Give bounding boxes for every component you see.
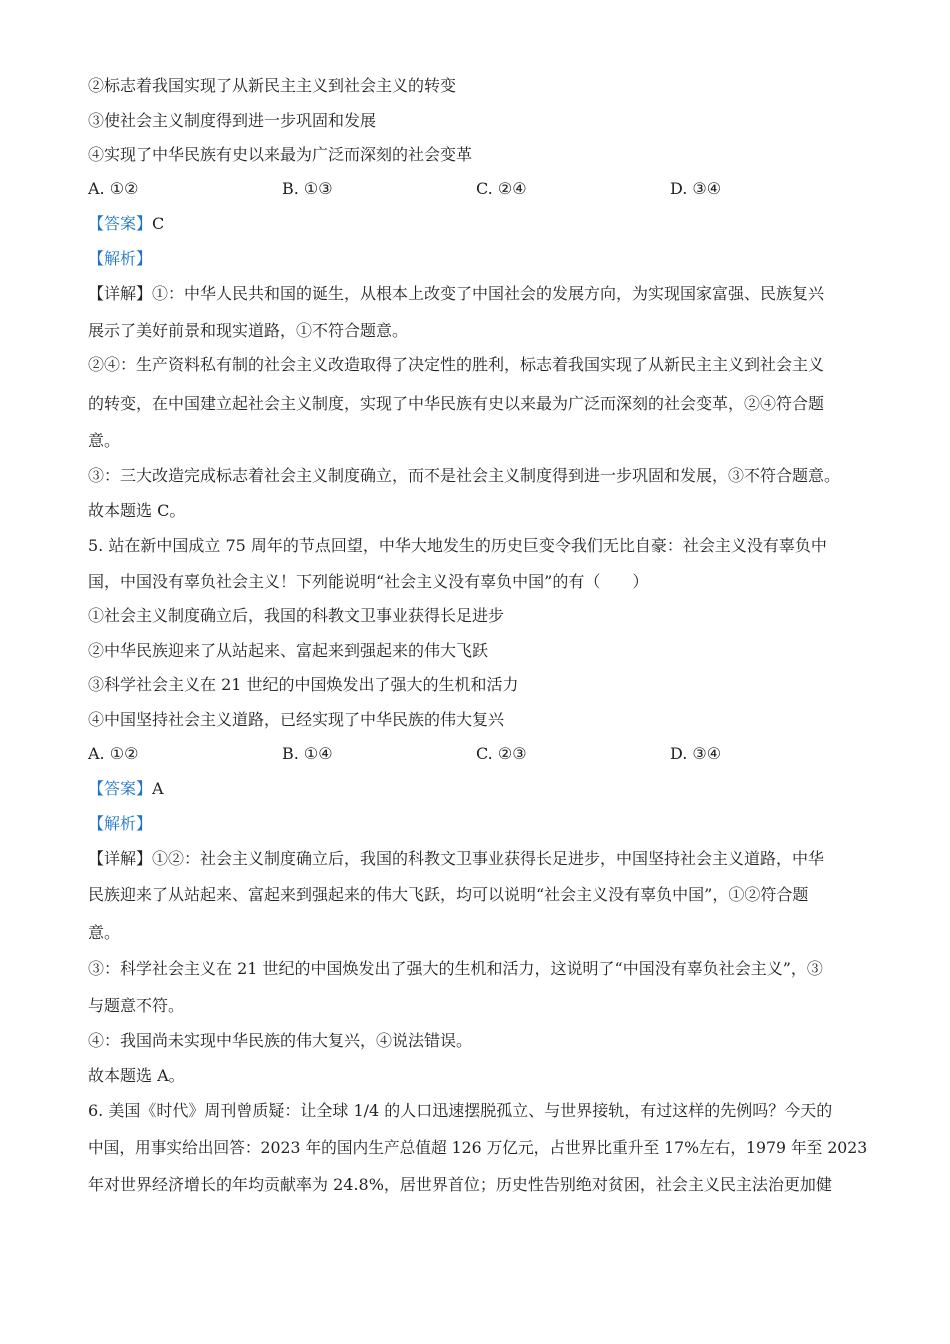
q5-detail-line: 意。 xyxy=(88,923,121,942)
q5-detail-line: ④：我国尚未实现中华民族的伟大复兴，④说法错误。 xyxy=(88,1031,473,1050)
q5-choice-b: B. ①④ xyxy=(282,744,333,763)
q5-answer xyxy=(88,778,868,800)
q4-detail-line xyxy=(88,283,868,305)
q5-analysis-label: 【解析】 xyxy=(88,814,153,833)
q4-analysis-label: 【解析】 xyxy=(88,249,153,268)
q4-analysis-heading xyxy=(88,248,868,270)
q5-option-item-4: ④中国坚持社会主义道路，已经实现了中华民族的伟大复兴 xyxy=(88,710,505,729)
q5-choice-a: A. ①② xyxy=(88,744,139,763)
q4-answer-label: 【答案】 xyxy=(88,214,153,233)
q5-option-item-3: ③科学社会主义在 21 世纪的中国焕发出了强大的生机和活力 xyxy=(88,675,519,694)
q4-option-item-3: ③使社会主义制度得到进一步巩固和发展 xyxy=(88,111,377,130)
q4-detail-line: 展示了美好前景和现实道路，①不符合题意。 xyxy=(88,321,409,340)
q4-detail-text: ①：中华人民共和国的诞生，从根本上改变了中国社会的发展方向，为实现国家富强、民族复兴 xyxy=(152,284,825,303)
q4-choice-b: B. ①③ xyxy=(282,179,333,198)
q4-detail-label: 【详解】 xyxy=(88,284,153,303)
q4-choice-c: C. ②④ xyxy=(476,179,527,198)
q5-answer-label: 【答案】 xyxy=(88,779,153,798)
q5-choices xyxy=(88,743,868,765)
q4-choice-a: A. ①② xyxy=(88,179,139,198)
q6-stem-line: 中国，用事实给出回答：2023 年的国内生产总值超 126 万亿元，占世界比重升至 17%左右，1979 年至 2023 xyxy=(88,1138,868,1157)
q5-conclusion: 故本题选 A。 xyxy=(88,1066,185,1085)
q5-analysis-heading xyxy=(88,813,868,835)
q5-choice-d: D. ③④ xyxy=(670,744,722,763)
q5-detail-line: 民族迎来了从站起来、富起来到强起来的伟大飞跃，均可以说明“社会主义没有辜负中国”，①②符合题 xyxy=(88,885,809,904)
q4-option-item-2: ②标志着我国实现了从新民主主义到社会主义的转变 xyxy=(88,76,457,95)
q4-detail-line: 意。 xyxy=(88,431,121,450)
q4-detail-line: ②④：生产资料私有制的社会主义改造取得了决定性的胜利，标志着我国实现了从新民主主义到社会主义 xyxy=(88,355,825,374)
q4-answer-value: C xyxy=(152,214,165,233)
q4-conclusion: 故本题选 C。 xyxy=(88,501,186,520)
q5-detail-label: 【详解】 xyxy=(88,849,153,868)
q5-detail-line: ③：科学社会主义在 21 世纪的中国焕发出了强大的生机和活力，这说明了“中国没有辜负社会主义”，③ xyxy=(88,959,823,978)
q5-detail-line: 与题意不符。 xyxy=(88,996,185,1015)
q6-stem-line: 年对世界经济增长的年均贡献率为 24.8%，居世界首位；历史性告别绝对贫困，社会主义民主法治更加健 xyxy=(88,1175,832,1194)
q5-detail-line xyxy=(88,848,868,870)
q4-option-item-4: ④实现了中华民族有史以来最为广泛而深刻的社会变革 xyxy=(88,145,473,164)
q5-choice-c: C. ②③ xyxy=(476,744,527,763)
q5-option-item-2: ②中华民族迎来了从站起来、富起来到强起来的伟大飞跃 xyxy=(88,641,489,660)
q4-detail-line: ③：三大改造完成标志着社会主义制度确立，而不是社会主义制度得到进一步巩固和发展，③不符合题意。 xyxy=(88,466,841,485)
q5-answer-value: A xyxy=(152,779,164,798)
q4-detail-line: 的转变，在中国建立起社会主义制度，实现了中华民族有史以来最为广泛而深刻的社会变革，②④符合题 xyxy=(88,394,825,413)
q5-stem-line: 国，中国没有辜负社会主义！下列能说明“社会主义没有辜负中国”的有（ ） xyxy=(88,572,649,591)
q4-choice-d: D. ③④ xyxy=(670,179,722,198)
q4-answer xyxy=(88,213,868,235)
q5-stem-line: 5. 站在新中国成立 75 周年的节点回望，中华大地发生的历史巨变令我们无比自豪：社会主义没有辜负中 xyxy=(88,536,827,555)
q4-choices xyxy=(88,178,868,200)
q5-detail-text: ①②：社会主义制度确立后，我国的科教文卫事业获得长足进步，中国坚持社会主义道路，中华 xyxy=(152,849,825,868)
q6-stem-line: 6. 美国《时代》周刊曾质疑：让全球 1/4 的人口迅速摆脱孤立、与世界接轨，有过这样的先例吗？今天的 xyxy=(88,1101,833,1120)
q5-option-item-1: ①社会主义制度确立后，我国的科教文卫事业获得长足进步 xyxy=(88,606,505,625)
